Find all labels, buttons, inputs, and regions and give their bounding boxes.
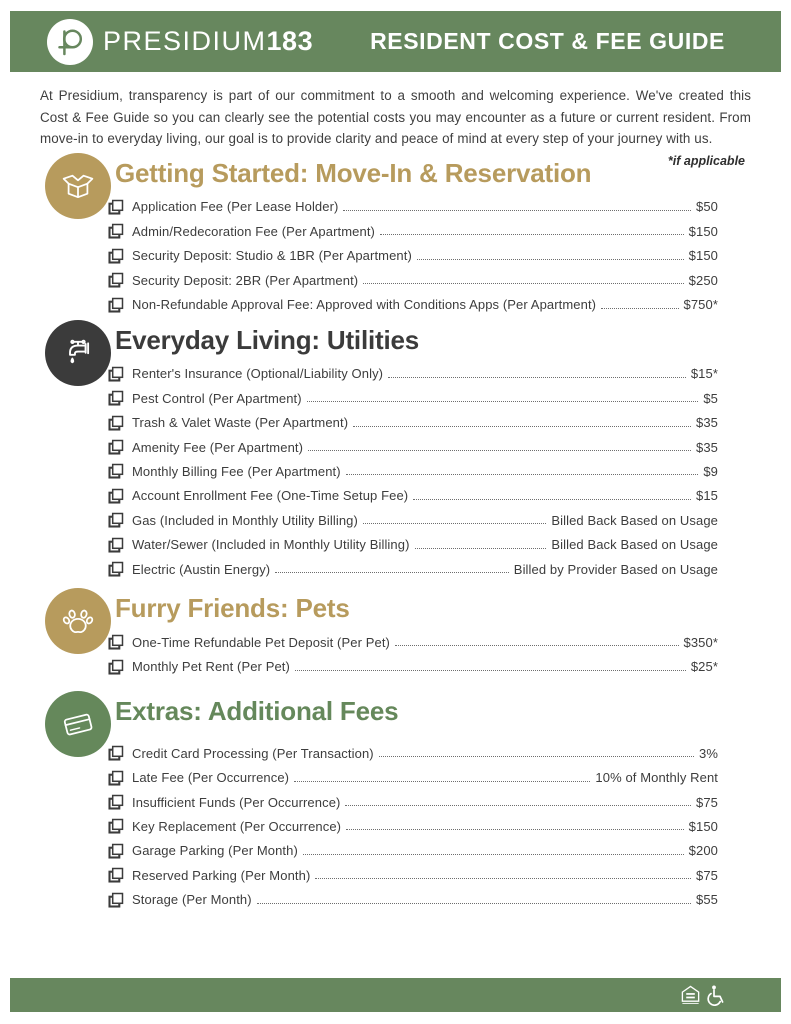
dotted-leader xyxy=(353,426,691,427)
dotted-leader xyxy=(346,829,684,830)
layered-squares-icon xyxy=(108,659,124,675)
section-utilities xyxy=(0,320,791,582)
fee-label: Storage (Per Month) xyxy=(132,892,252,908)
fee-row xyxy=(108,459,718,483)
fee-label: Insufficient Funds (Per Occurrence) xyxy=(132,794,341,810)
dotted-leader xyxy=(294,781,590,782)
layered-squares-icon xyxy=(108,463,124,479)
layered-squares-icon xyxy=(108,770,124,786)
fee-label: Monthly Pet Rent (Per Pet) xyxy=(132,659,290,675)
faucet-icon xyxy=(58,333,98,373)
layered-squares-icon xyxy=(108,843,124,859)
fee-label: Admin/Redecoration Fee (Per Apartment) xyxy=(132,223,375,239)
layered-squares-icon xyxy=(108,390,124,406)
fee-value: Billed Back Based on Usage xyxy=(551,537,718,553)
fee-row xyxy=(108,508,718,532)
brand-number: 183 xyxy=(266,26,314,56)
dotted-leader xyxy=(417,259,684,260)
wheelchair-accessible-icon xyxy=(704,984,726,1006)
layered-squares-icon xyxy=(108,818,124,834)
brand-name xyxy=(103,26,313,57)
fee-label: Key Replacement (Per Occurrence) xyxy=(132,818,342,834)
fee-label: Reserved Parking (Per Month) xyxy=(132,867,311,883)
layered-squares-icon xyxy=(108,366,124,382)
fee-label: Trash & Valet Waste (Per Apartment) xyxy=(132,415,349,431)
fee-label: Garage Parking (Per Month) xyxy=(132,843,298,859)
fee-row xyxy=(108,655,718,679)
brand-word: PRESIDIUM xyxy=(103,26,267,56)
section-title: Furry Friends: Pets xyxy=(115,593,350,624)
fee-value: $750* xyxy=(683,297,718,313)
layered-squares-icon xyxy=(108,199,124,215)
equal-housing-icon xyxy=(680,984,701,1006)
layered-squares-icon xyxy=(108,892,124,908)
fee-value: Billed by Provider Based on Usage xyxy=(513,561,718,577)
layered-squares-icon xyxy=(108,512,124,528)
fee-row xyxy=(108,557,718,581)
fee-label: Application Fee (Per Lease Holder) xyxy=(132,199,339,215)
fee-label: Electric (Austin Energy) xyxy=(132,561,271,577)
fee-label: Water/Sewer (Included in Monthly Utility Billing) xyxy=(132,537,410,553)
fee-value: $15 xyxy=(696,488,718,504)
dotted-leader xyxy=(315,878,691,879)
fee-row xyxy=(108,244,718,268)
layered-squares-icon xyxy=(108,745,124,761)
presidium-logo xyxy=(47,19,93,65)
dotted-leader xyxy=(275,572,509,573)
fee-row xyxy=(108,292,718,316)
fee-label: Monthly Billing Fee (Per Apartment) xyxy=(132,463,341,479)
fee-row xyxy=(108,195,718,219)
layered-squares-icon xyxy=(108,867,124,883)
fee-list xyxy=(108,741,718,912)
fee-row xyxy=(108,765,718,789)
fee-row xyxy=(108,362,718,386)
fee-label: Security Deposit: Studio & 1BR (Per Apartment) xyxy=(132,248,412,264)
layered-squares-icon xyxy=(108,223,124,239)
document-title: RESIDENT COST & FEE GUIDE xyxy=(370,28,725,54)
dotted-leader xyxy=(363,283,683,284)
fee-label: Credit Card Processing (Per Transaction) xyxy=(132,745,374,761)
fee-row xyxy=(108,435,718,459)
layered-squares-icon xyxy=(108,634,124,650)
fee-value: $350* xyxy=(683,634,718,650)
fee-label: Amenity Fee (Per Apartment) xyxy=(132,439,304,455)
fee-list xyxy=(108,630,718,679)
dotted-leader xyxy=(601,308,678,309)
fee-value: $5 xyxy=(703,390,718,406)
fee-row xyxy=(108,630,718,654)
section-icon-badge xyxy=(45,691,111,757)
fee-list xyxy=(108,362,718,582)
layered-squares-icon xyxy=(108,272,124,288)
dotted-leader xyxy=(363,523,546,524)
fee-label: Renter's Insurance (Optional/Liability Only) xyxy=(132,366,384,382)
dotted-leader xyxy=(388,377,686,378)
layered-squares-icon xyxy=(108,488,124,504)
fee-value: $200 xyxy=(688,843,718,859)
dotted-leader xyxy=(257,903,691,904)
fee-label: One-Time Refundable Pet Deposit (Per Pet) xyxy=(132,634,390,650)
layered-squares-icon xyxy=(108,439,124,455)
fee-value: $55 xyxy=(696,892,718,908)
fee-value: $75 xyxy=(696,867,718,883)
dotted-leader xyxy=(415,548,547,549)
fee-value: $150 xyxy=(688,248,718,264)
fee-row xyxy=(108,839,718,863)
fee-row xyxy=(108,484,718,508)
layered-squares-icon xyxy=(108,248,124,264)
dotted-leader xyxy=(379,756,694,757)
fee-value: $15* xyxy=(690,366,718,382)
section-icon-badge xyxy=(45,153,111,219)
dotted-leader xyxy=(395,645,679,646)
fee-value: $150 xyxy=(688,223,718,239)
fee-row xyxy=(108,741,718,765)
section-title: Everyday Living: Utilities xyxy=(115,324,420,355)
fee-label: Pest Control (Per Apartment) xyxy=(132,390,302,406)
fee-label: Late Fee (Per Occurrence) xyxy=(132,770,290,786)
fee-value: $9 xyxy=(703,463,718,479)
fee-row xyxy=(108,219,718,243)
dotted-leader xyxy=(295,670,686,671)
fee-value: $25* xyxy=(690,659,718,675)
dotted-leader xyxy=(380,234,684,235)
dotted-leader xyxy=(307,401,699,402)
top-bar xyxy=(10,11,781,72)
layered-squares-icon xyxy=(108,794,124,810)
fee-value: $50 xyxy=(696,199,718,215)
dotted-leader xyxy=(343,210,691,211)
fee-row xyxy=(108,532,718,556)
fee-row xyxy=(108,790,718,814)
layered-squares-icon xyxy=(108,297,124,313)
fee-value: Billed Back Based on Usage xyxy=(551,512,718,528)
fee-value: 3% xyxy=(699,745,718,761)
section-icon-badge xyxy=(45,588,111,654)
section-icon-badge xyxy=(45,320,111,386)
section-pets xyxy=(0,588,791,679)
section-title: Getting Started: Move-In & Reservation xyxy=(115,157,592,188)
fee-value: $75 xyxy=(696,794,718,810)
layered-squares-icon xyxy=(108,537,124,553)
dotted-leader xyxy=(303,854,684,855)
fee-row xyxy=(108,386,718,410)
fee-label: Account Enrollment Fee (One-Time Setup Fee) xyxy=(132,488,409,504)
credit-card-icon xyxy=(58,704,98,744)
fee-value: $35 xyxy=(696,439,718,455)
footer-icons xyxy=(680,984,726,1006)
fee-value: $35 xyxy=(696,415,718,431)
fee-label: Non-Refundable Approval Fee: Approved with Conditions Apps (Per Apartment) xyxy=(132,297,597,313)
fee-row xyxy=(108,268,718,292)
fee-value: $150 xyxy=(688,818,718,834)
dotted-leader xyxy=(308,450,691,451)
fee-label: Gas (Included in Monthly Utility Billing) xyxy=(132,512,358,528)
section-extras xyxy=(0,691,791,912)
paw-icon xyxy=(58,601,98,641)
intro-paragraph: At Presidium, transparency is part of our commitment to a smooth and welcoming experience. We've created this Cost & Fee Guide so you can clearly see the potential costs you may encounter as a future or current resident. From move-in to everyday living, our goal is to provide clarity and peace of mind at every step of your journey with us. xyxy=(40,88,751,147)
dotted-leader xyxy=(345,805,691,806)
layered-squares-icon xyxy=(108,561,124,577)
fee-row xyxy=(108,863,718,887)
open-box-icon xyxy=(58,166,98,206)
footer-bar xyxy=(10,978,781,1012)
fee-row xyxy=(108,887,718,911)
fee-label: Security Deposit: 2BR (Per Apartment) xyxy=(132,272,359,288)
dotted-leader xyxy=(346,474,699,475)
section-title: Extras: Additional Fees xyxy=(115,696,399,727)
dotted-leader xyxy=(413,499,691,500)
fee-value: 10% of Monthly Rent xyxy=(595,770,718,786)
if-applicable-note: *if applicable xyxy=(667,153,745,168)
fee-list xyxy=(108,195,718,317)
fee-row xyxy=(108,814,718,838)
layered-squares-icon xyxy=(108,415,124,431)
fee-value: $250 xyxy=(688,272,718,288)
section-getting-started xyxy=(0,153,791,317)
fee-row xyxy=(108,411,718,435)
